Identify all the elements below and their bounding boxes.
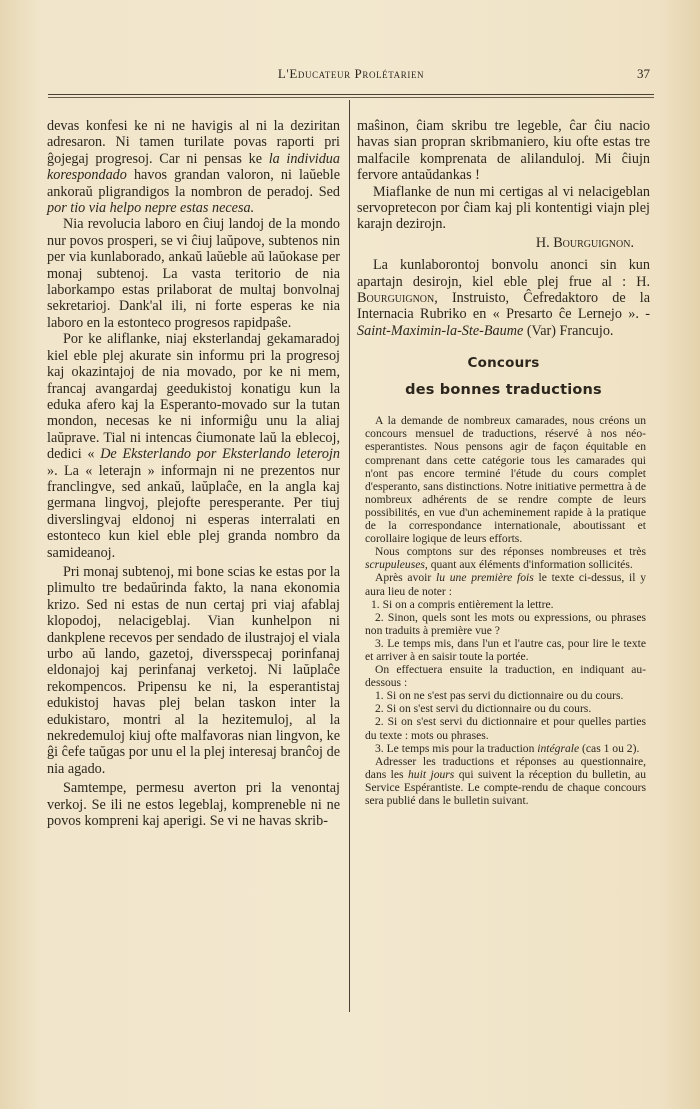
left-paragraph-5: Samtempe, permesu averton pri la venontaj verkoj. Se ili ne estos legeblaj, kompreneble ni ne povos kompreni kaj aperigi. Se vi ne havas skrib- xyxy=(47,780,340,830)
text-run: devas konfesi ke ni ne havigis al ni la deziritan adresaron. Ni tamen turilate povas raporti pri ĝojegaj progresoj. Car ni pensas ke xyxy=(47,118,340,167)
emphasis-run: por tio via helpo nepre estas necesa. xyxy=(47,200,255,217)
concours-section xyxy=(357,353,650,807)
text-run: (Var) Francujo. xyxy=(523,322,614,339)
left-paragraph-1 xyxy=(47,118,340,216)
concours-title-line2: des bonnes traductions xyxy=(405,382,602,399)
emphasis-run: huit jours xyxy=(408,767,455,781)
concours-paragraph-4: On effectuera ensuite la traduction, en indiquant au-dessous : xyxy=(365,663,646,690)
list-item: 2. Sinon, quels sont les mots ou expressions, ou phrases non traduits à première vue ? xyxy=(365,610,646,637)
running-head xyxy=(48,66,654,86)
list-item: 2. Si on s'est servi du dictionnaire ou du cours. xyxy=(375,702,592,716)
text-run: (cas 1 ou 2). xyxy=(579,741,640,755)
page-number: 37 xyxy=(637,66,650,81)
right-paragraph-2: Miaflanke de nun mi certigas al vi nelacigeblan servopretecon por ĉiam kaj pli kontentigi viajn plej karajn dezirojn. xyxy=(357,183,650,233)
signature: H. Bourguignon. xyxy=(535,234,634,251)
text-run: Adresser les traductions et réponses au questionnaire, dans les xyxy=(365,754,646,781)
right-column xyxy=(357,118,650,807)
emphasis-run: intégrale xyxy=(537,741,580,755)
list-item xyxy=(365,742,646,755)
left-paragraph-3 xyxy=(47,331,340,561)
text-run: Nous comptons sur des réponses nombreuses et très xyxy=(375,545,646,559)
concours-paragraph-3 xyxy=(365,571,646,597)
text-run: ». La « leterajn » informajn ni ne prezentos nur franclingve, sed ankaŭ, laŭplaĉe, en la angla kaj germana lingvoj, plejofte peresperante. Per tiuj diverslingvaj eldonoj ni esperas interralati en estonteco kun kiel eble plej granda nombro da samideanoj. xyxy=(47,462,340,561)
list-item: 1. Si on a compris entièrement la lettre. xyxy=(371,597,554,611)
emphasis-run: scrupuleuses xyxy=(365,558,425,572)
left-paragraph-4: Pri monaj subtenoj, mi bone scias ke estas por la plimulto tre bedaŭrinda fakto, la nana ekonomia krizo. Sed ni estas de nun certaj pri viaj afablaj klopodoj, nelacigeblaj. Vian kunhelpon ni dankplene recevos per sendado de ilustrajoj el viala urbo aŭ lando, gazetoj, diversspecaj porinfanaj eldonajoj kaj perinfanaj verketoj. Ni laŭplaĉe rekompencos. Pripensu ke ni, la esperantistaj edukistoj havas plej belan taskon inter la edukistaro, montri al la hezitemuloj, al la nekredemuloj kiuj ofte malfavoras nian lingvon, ke ĝi ĉefe taŭgas por unu el la plej interesaj branĉoj de nia agado. xyxy=(47,563,340,777)
emphasis-run: lu une première fois xyxy=(436,571,534,585)
emphasis-run: Saint-Maximin-la-Ste-Baume xyxy=(357,322,524,339)
list-item: 3. Le temps mis, dans l'un et l'autre cas, pour lire le texte et arriver à en saisir toute la portée. xyxy=(365,636,646,663)
text-run: 3. Le temps mis pour la traduction xyxy=(375,741,538,755)
journal-title: L'Educateur Prolétarien xyxy=(277,66,425,81)
list-item: 1. Si on ne s'est pas servi du dictionnaire ou du cours. xyxy=(375,689,624,703)
header-rule xyxy=(48,94,654,95)
text-run: le texte ci-dessus, il y aura lieu de noter : xyxy=(365,571,646,598)
text-run: havos grandan valoron, ni laŭeble ankoraŭ pligrandigos la nombron de peradoj. Sed xyxy=(47,167,340,200)
text-run: qui suivent la réception du bulletin, au Service Espérantiste. Le compte-rendu de chaque concours sera publié dans le bulletin suivant. xyxy=(365,767,646,807)
text-run: Après avoir xyxy=(375,571,436,585)
concours-paragraph-2 xyxy=(365,545,646,571)
list-item: 2. Si on s'est servi du dictionnaire et pour quelles parties du texte : mots ou phrases. xyxy=(365,715,646,742)
text-run: Por ke aliflanke, niaj eksterlandaj gekamaradoj kiel eble plej akurate sin informu pri la progresoj kaj okazintajoj de nia movado, por ke ni mem, francaj avangardaj geedukistoj konatigu kun la eduka afero kaj la Esperanto-movado sur la tutan mondon, necesas ke ni informiĝu unu la aliaj laŭprave. Tial ni intencas ĉiumonate laŭ la eblecoj, dedici « xyxy=(47,331,340,463)
text-run: La kunlaborontoj bonvolu anonci sin kun apartajn desirojn, kiel eble plej frue al : H. xyxy=(357,257,650,290)
right-paragraph-1: maŝinon, ĉiam skribu tre legeble, ĉar ĉiu nacio havas sian propran skribmaniero, kiu ofte estas tre malfacile komprenata de alilanduloj. Mi ĉiujn fervore antaŭdankas ! xyxy=(357,118,650,184)
concours-title-line1: Concours xyxy=(467,355,540,372)
header-rule-secondary xyxy=(48,97,654,98)
concours-intro: A la demande de nombreux camarades, nous créons un concours mensuel de traductions, réservé à nos néo-esperantistes. Nous pensons agir de façon équitable en comprenant dans cette catégorie tous les camarades qui n'ont pas encore terminé l'étude du cours complet d'esperanto, sans distinctions. Notre initiative permettra à de nombreux adhérents de se rendre compte de leurs possibilités, en vue d'un acheminement rapide à la pratique de la correspondance internationale, aboutissant et corollaire logique de leurs efforts. xyxy=(365,414,646,546)
text-run: , quant aux éléments d'information sollicités. xyxy=(424,558,633,572)
concours-paragraph-5 xyxy=(365,755,646,807)
author-name: Bourguignon xyxy=(357,290,435,307)
concours-body xyxy=(357,414,650,807)
left-paragraph-2: Nia revolucia laboro en ĉiuj landoj de la mondo nur povos prosperi, se vi ĉiuj laŭpove, subtenos nin per via kunlaborado, ankaŭ laŭeble aŭ laŭokase per monaj subtenoj. La vasta teritorio de nia laborkampo estas prilaborat de multaj bonvolnaj sekretarioj. Dank'al ili, ni forte esperas ke nia laboro en la estonteco progresos rapidpaŝe. xyxy=(47,216,340,331)
left-column xyxy=(47,118,340,829)
column-divider xyxy=(349,100,350,1012)
text-run: , Instruisto, Ĉefredaktoro de la Internacia Rubriko en « Presarto ĉe Lernejo ». - xyxy=(357,290,650,323)
right-paragraph-3 xyxy=(357,257,650,339)
emphasis-run: la individua korespondado xyxy=(47,150,340,184)
emphasis-run: De Eksterlando por Eksterlando leterojn xyxy=(100,446,340,463)
